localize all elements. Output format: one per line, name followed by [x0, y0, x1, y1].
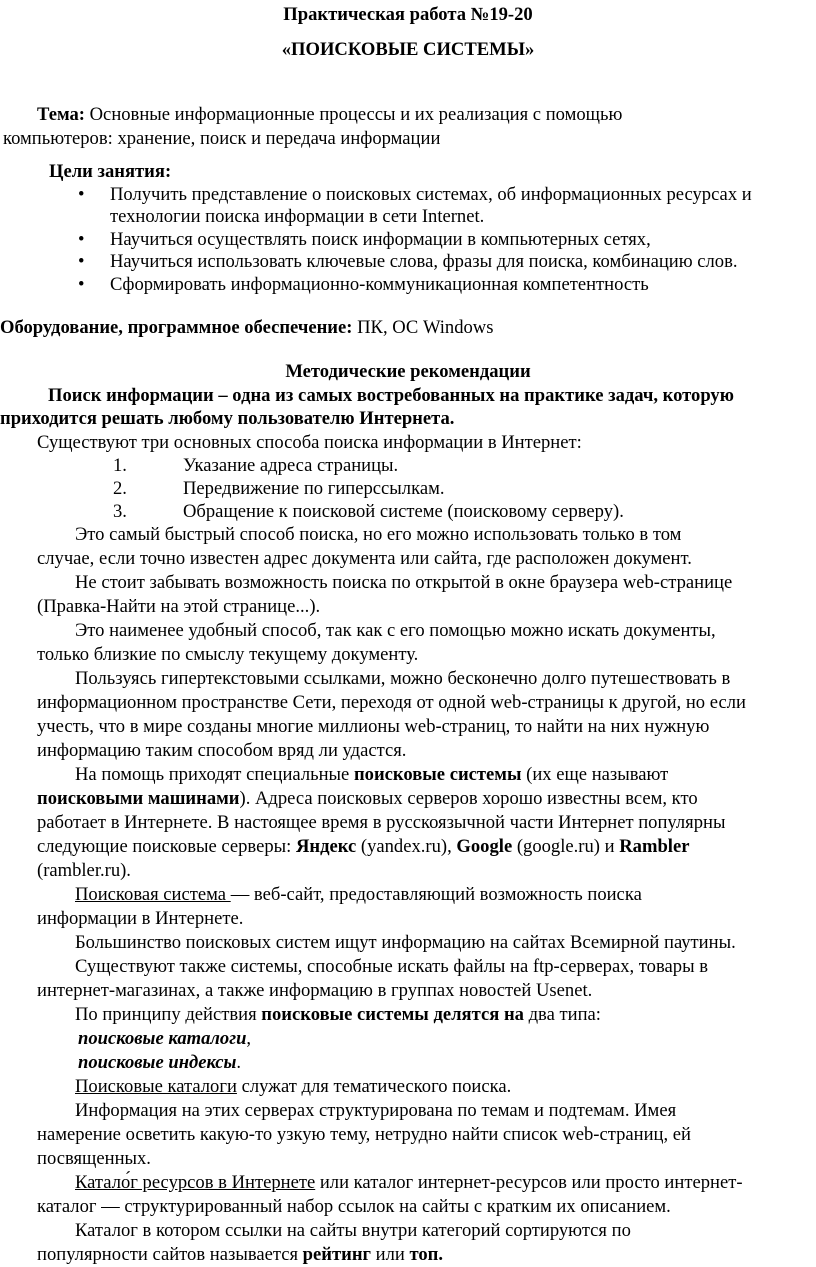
search-engine-google: Google: [456, 836, 513, 857]
paragraph-line: намерение осветить какую-то узкую тему, нетрудно найти список web-страниц, ей: [37, 1124, 691, 1145]
text: популярности сайтов называется: [37, 1244, 303, 1265]
text: На помощь приходят специальные: [75, 764, 354, 785]
goals-label: Цели занятия:: [49, 161, 172, 182]
text: (их еще называют: [521, 764, 669, 785]
goal-text: Получить представление о поисковых системах, об информационных ресурсах и: [110, 184, 752, 205]
paragraph-line: [37, 835, 689, 859]
paragraph-line: учесть, что в мире созданы многие миллионы web-страниц, то найти на них нужную: [37, 716, 710, 737]
bullet-icon: •: [78, 274, 85, 295]
paragraph-line: Пользуясь гипертекстовыми ссылками, можно бесконечно долго путешествовать в: [75, 668, 731, 689]
goal-text: Научиться осуществлять поиск информации в компьютерных сетях,: [110, 229, 651, 250]
paragraph-line: только близкие по смыслу текущему документу.: [37, 644, 419, 665]
bold-italic-term: поисковые каталоги: [78, 1028, 247, 1049]
text: По принципу действия: [75, 1004, 262, 1025]
underlined-term: Поисковая система: [75, 884, 231, 905]
bullet-icon: •: [78, 229, 85, 250]
text: или каталог интернет-ресурсов или просто интернет-: [315, 1172, 743, 1193]
paragraph-line: Не стоит забывать возможность поиска по открытой в окне браузера web-странице: [75, 572, 733, 593]
bullet-icon: •: [78, 251, 85, 272]
ways-intro: Существуют три основных способа поиска информации в Интернет:: [37, 432, 582, 453]
paragraph-line: Большинство поисковых систем ищут информацию на сайтах Всемирной паутины.: [75, 932, 736, 953]
way-text: Передвижение по гиперссылкам.: [183, 478, 445, 499]
paragraph-line: Информация на этих серверах структурирована по темам и подтемам. Имея: [75, 1100, 677, 1121]
topic-label: Тема:: [37, 104, 85, 125]
paragraph-line: информационном пространстве Сети, переходя от одной web-страницы к другой, но если: [37, 692, 746, 713]
paragraph-line: Существуют также системы, способные искать файлы на ftp-серверах, товары в: [75, 956, 708, 977]
goal-text: Научиться использовать ключевые слова, фразы для поиска, комбинацию слов.: [110, 251, 738, 272]
paragraph-line: посвященных.: [37, 1148, 151, 1169]
text: два типа:: [523, 1004, 601, 1025]
paragraph-line: (rambler.ru).: [37, 860, 131, 881]
paragraph-line: Каталог в котором ссылки на сайты внутри категорий сортируются по: [75, 1220, 631, 1241]
search-engine-yandex: Яндекс: [295, 836, 357, 857]
way-text: Указание адреса страницы.: [183, 455, 399, 476]
bold-term: топ.: [409, 1244, 444, 1265]
bullet-icon: •: [78, 184, 85, 205]
paragraph-line: каталог — структурированный набор ссылок на сайты с кратким их описанием.: [37, 1196, 671, 1217]
type-item: [78, 1027, 251, 1051]
text: служат для тематического поиска.: [236, 1076, 512, 1097]
bold-term: рейтинг: [302, 1244, 371, 1265]
methods-intro-line-1: Поиск информации – одна из самых востребованных на практике задач, которую: [48, 385, 734, 406]
paragraph-line: [75, 1075, 511, 1099]
text: .: [236, 1052, 242, 1073]
way-number: 1.: [113, 455, 127, 476]
goal-text: Сформировать информационно-коммуникационная компетентность: [110, 274, 649, 295]
text: — веб-сайт, предоставляющий возможность поиска: [230, 884, 642, 905]
paragraph-line: [75, 763, 668, 787]
paragraph-line: случае, если точно известен адрес документа или сайта, где расположен документ.: [37, 548, 692, 569]
paragraph-line: Это наименее удобный способ, так как с его помощью можно искать документы,: [75, 620, 716, 641]
topic-line-2: компьютеров: хранение, поиск и передача информации: [3, 128, 441, 149]
paragraph-line: [37, 787, 698, 811]
bold-italic-term: поисковые индексы: [78, 1052, 237, 1073]
underlined-term: Катало́г ресурсов в Интернете: [75, 1172, 316, 1193]
equipment-line: [0, 316, 493, 340]
way-text: Обращение к поисковой системе (поисковому серверу).: [183, 501, 624, 522]
underlined-term: Поисковые каталоги: [75, 1076, 237, 1097]
goal-text: технологии поиска информации в сети Internet.: [110, 206, 485, 227]
paragraph-line: [37, 1243, 443, 1267]
topic-line-1: [37, 103, 622, 127]
paragraph-line: [75, 1003, 601, 1027]
bold-term: поисковые системы делятся на: [261, 1004, 524, 1025]
bold-term: поисковые системы: [353, 764, 522, 785]
text: (google.ru) и: [512, 836, 620, 857]
paragraph-line: информацию таким способом вряд ли удастся.: [37, 740, 407, 761]
paragraph-line: работает в Интернете. В настоящее время в русскоязычной части Интернет популярны: [37, 812, 726, 833]
paragraph-line: информации в Интернете.: [37, 908, 244, 929]
way-number: 3.: [113, 501, 127, 522]
paragraph-line: [75, 883, 642, 907]
document-title: Практическая работа №19-20: [283, 4, 533, 25]
paragraph-line: (Правка-Найти на этой странице...).: [37, 596, 321, 617]
text: или: [370, 1244, 410, 1265]
paragraph-line: [75, 1171, 743, 1195]
text: ,: [246, 1028, 252, 1049]
methods-intro-line-2: приходится решать любому пользователю Интернета.: [0, 408, 455, 429]
document-subtitle: «ПОИСКОВЫЕ СИСТЕМЫ»: [281, 39, 535, 60]
topic-text: Основные информационные процессы и их реализация с помощью: [84, 104, 623, 125]
equipment-label: Оборудование, программное обеспечение:: [0, 317, 353, 338]
way-number: 2.: [113, 478, 127, 499]
bold-term: поисковыми машинами: [37, 788, 240, 809]
text: ). Адреса поисковых серверов хорошо известны всем, кто: [239, 788, 698, 809]
text: (yandex.ru),: [356, 836, 457, 857]
methods-heading: Методические рекомендации: [285, 361, 531, 382]
paragraph-line: интернет-магазинах, а также информацию в группах новостей Usenet.: [37, 980, 593, 1001]
type-item: [78, 1051, 241, 1075]
text: следующие поисковые серверы:: [37, 836, 296, 857]
search-engine-rambler: Rambler: [619, 836, 690, 857]
equipment-value: ПК, ОС Windows: [352, 317, 494, 338]
paragraph-line: Это самый быстрый способ поиска, но его можно использовать только в том: [75, 524, 682, 545]
